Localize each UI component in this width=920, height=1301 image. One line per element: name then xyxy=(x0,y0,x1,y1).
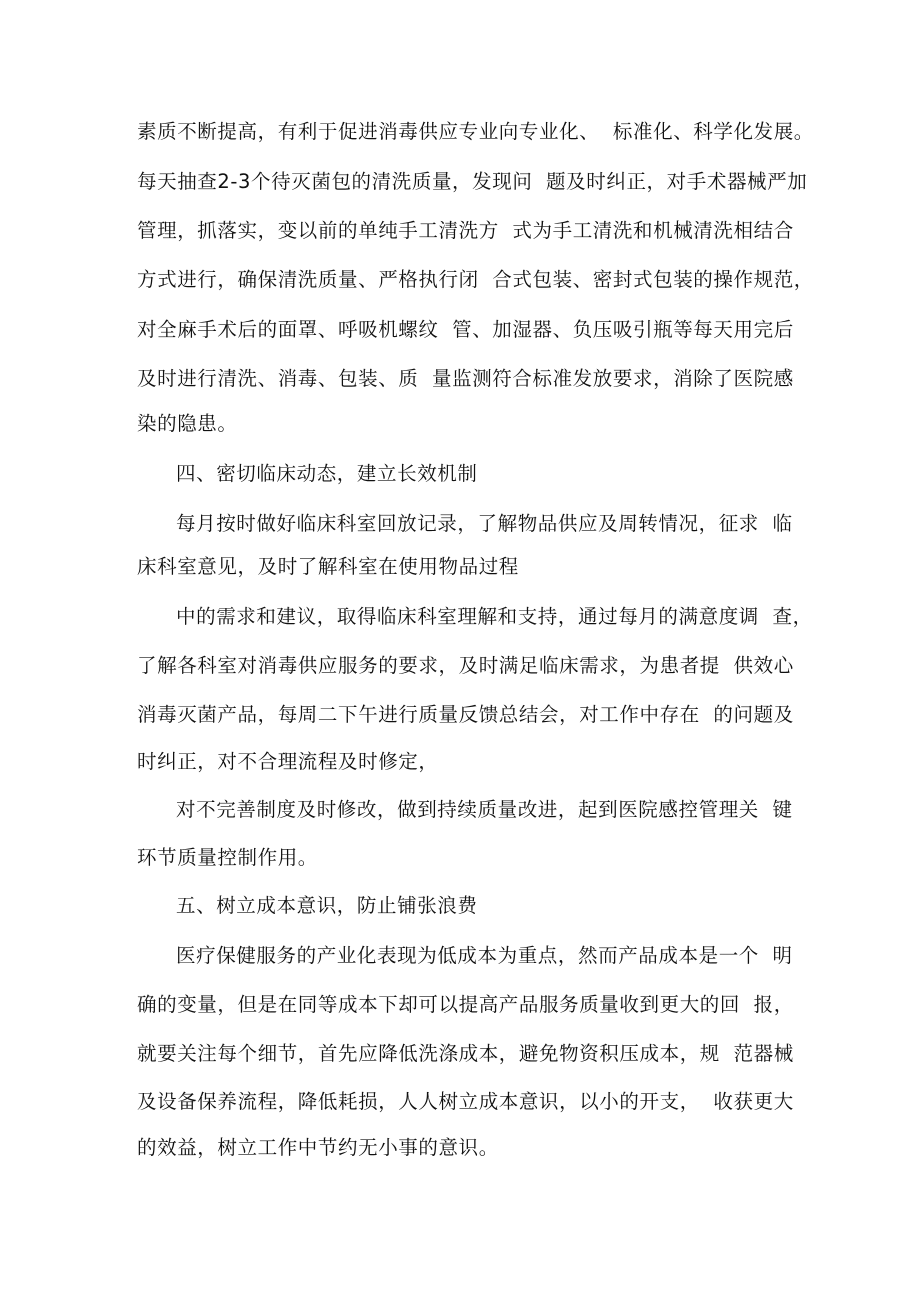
paragraph-line: 中的需求和建议，取得临床科室理解和支持，通过每月的满意度调 查， xyxy=(176,605,813,628)
paragraph-line: 素质不断提高，有利于促进消毒供应专业向专业化、 标准化、科学化发展。 xyxy=(137,120,814,143)
paragraph-line: 及设备保养流程，降低耗损，人人树立成本意识，以小的开支， 收获更大 xyxy=(137,1090,794,1113)
paragraph-line: 对不完善制度及时修改，做到持续质量改进，起到医院感控管理关 键 xyxy=(176,798,793,821)
section-heading: 四、密切临床动态，建立长效机制 xyxy=(176,462,478,485)
paragraph-line: 消毒灭菌产品，每周二下午进行质量反馈总结会，对工作中存在 的问题及 xyxy=(137,703,794,726)
paragraph-line: 及时进行清洗、消毒、包装、质 量监测符合标准发放要求，消除了医院感 xyxy=(137,367,794,390)
paragraph-line: 医疗保健服务的产业化表现为低成本为重点，然而产品成本是一个 明 xyxy=(176,944,793,967)
paragraph-line: 时纠正，对不合理流程及时修定， xyxy=(137,750,439,773)
paragraph-line: 床科室意见，及时了解科室在使用物品过程 xyxy=(137,555,519,578)
paragraph-line: 对全麻手术后的面罩、呼吸机螺纹 管、加湿器、负压吸引瓶等每天用完后 xyxy=(137,318,794,341)
paragraph-line: 管理，抓落实，变以前的单纯手工清洗方 式为手工清洗和机械清洗相结合 xyxy=(137,219,794,242)
paragraph-line: 了解各科室对消毒供应服务的要求，及时满足临床需求，为患者提 供效心 xyxy=(137,654,794,677)
paragraph-line: 的效益，树立工作中节约无小事的意识。 xyxy=(137,1136,499,1159)
paragraph-line: 每天抽查2-3个待灭菌包的清洗质量，发现问 题及时纠正，对手术器械严加 xyxy=(137,170,808,193)
section-heading: 五、树立成本意识，防止铺张浪费 xyxy=(176,894,478,917)
paragraph-line: 环节质量控制作用。 xyxy=(137,846,318,869)
paragraph-line: 方式进行，确保清洗质量、严格执行闭 合式包装、密封式包装的操作规范， xyxy=(137,268,814,291)
paragraph-line: 就要关注每个细节，首先应降低洗涤成本，避免物资积压成本，规 范器械 xyxy=(137,1042,794,1065)
paragraph-line: 确的变量，但是在同等成本下却可以提高产品服务质量收到更大的回 报， xyxy=(137,993,794,1016)
paragraph-line: 染的隐患。 xyxy=(137,412,238,435)
paragraph-line: 每月按时做好临床科室回放记录，了解物品供应及周转情况，征求 临 xyxy=(176,512,793,535)
